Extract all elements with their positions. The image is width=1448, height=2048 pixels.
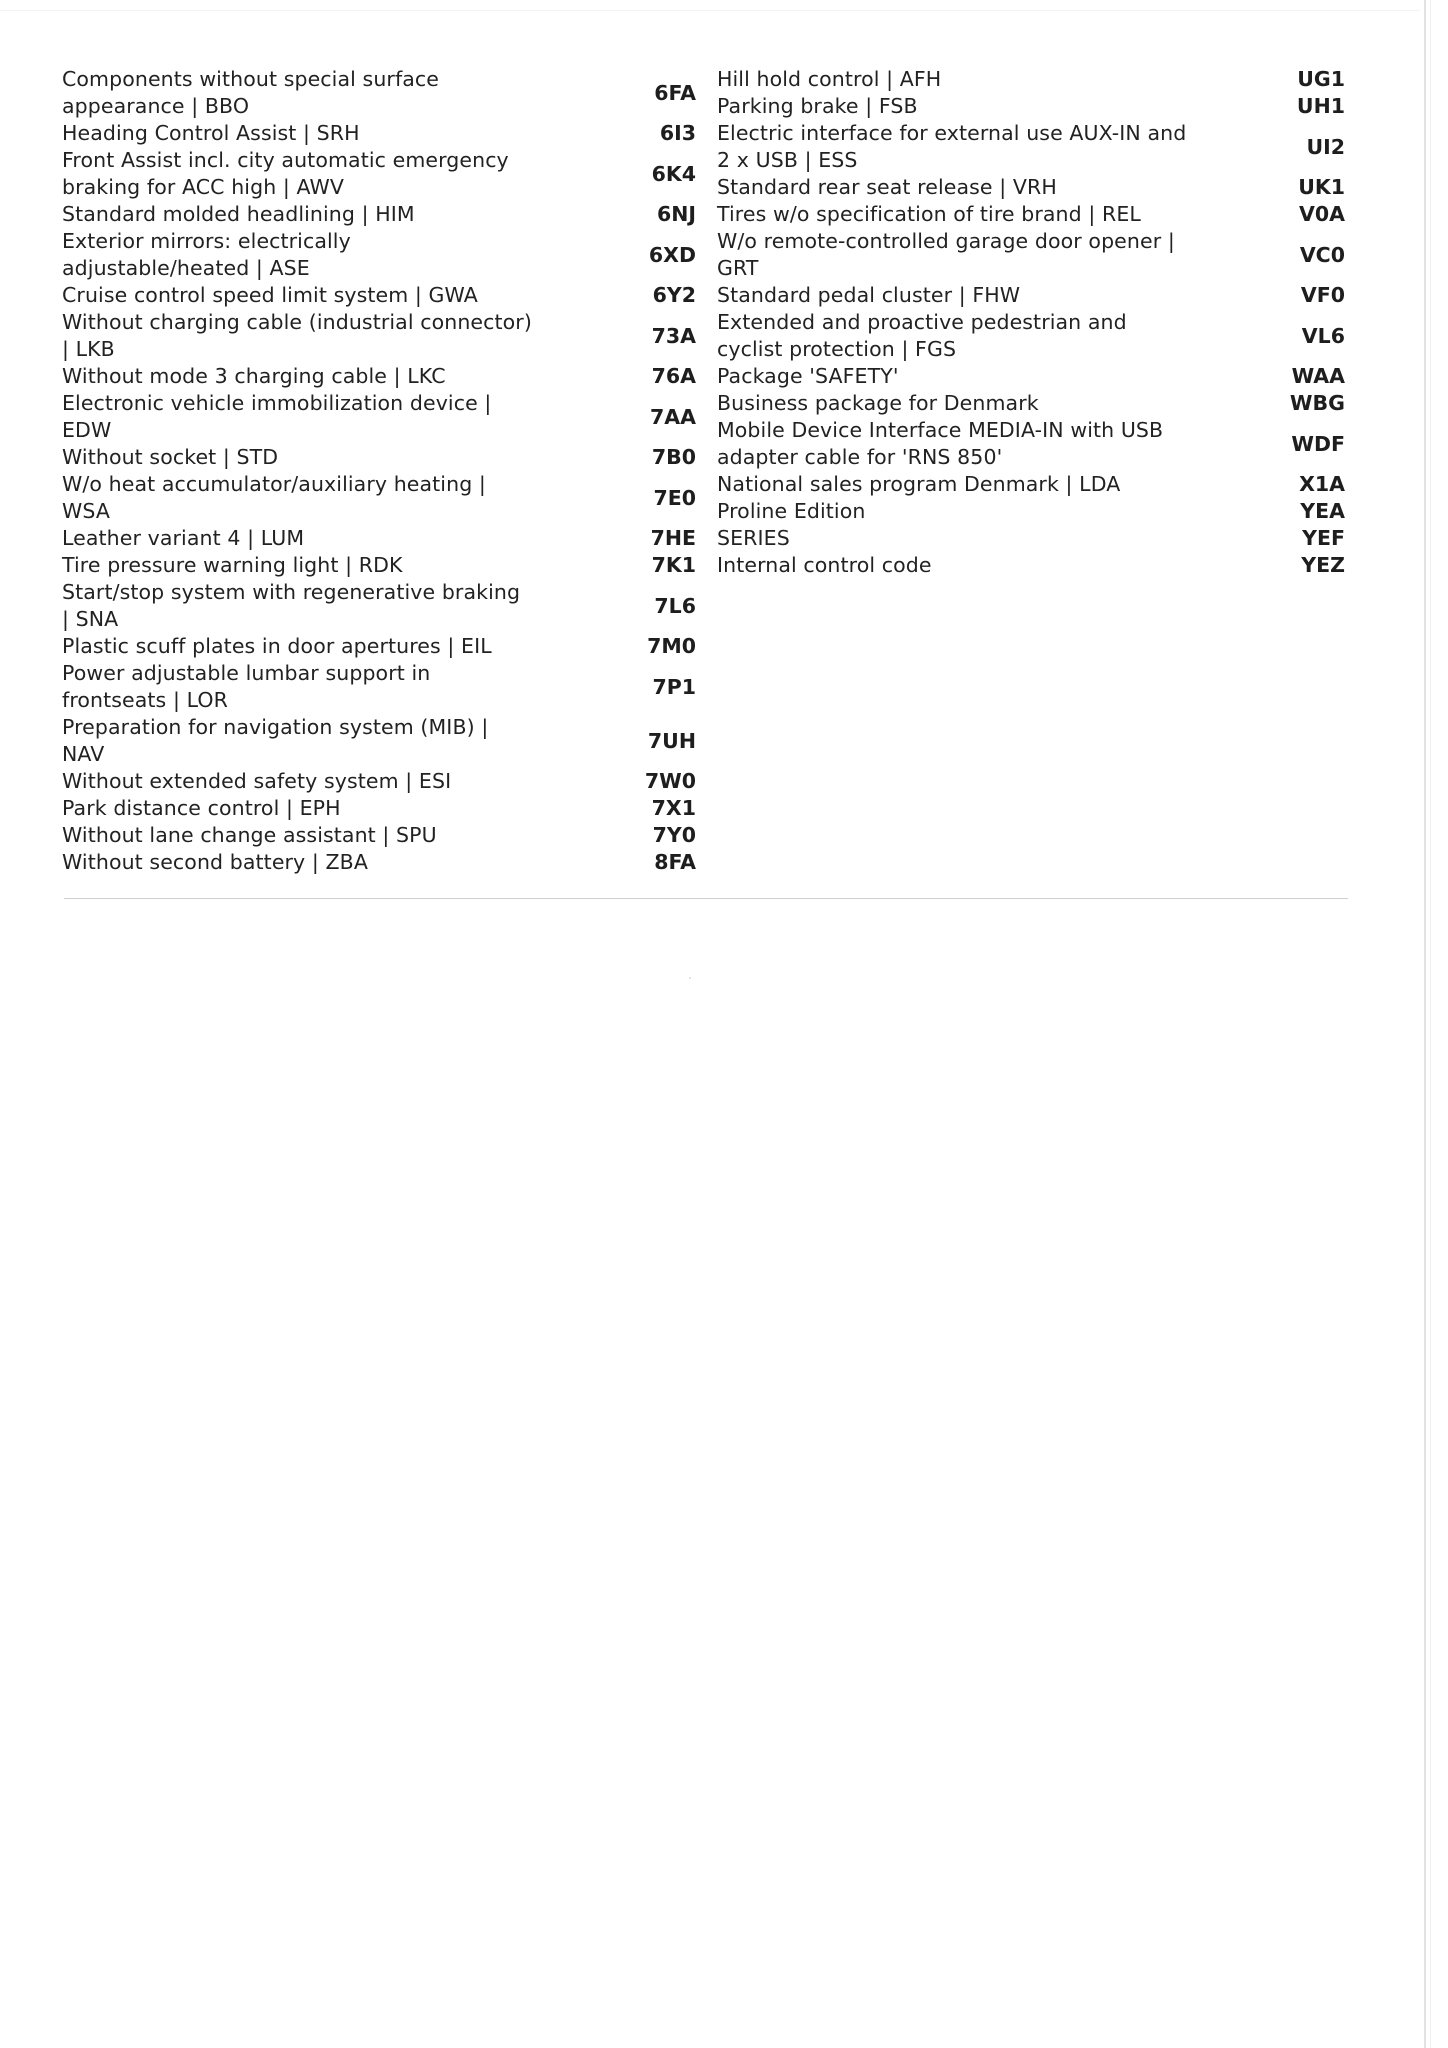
equipment-code: X1A xyxy=(1299,472,1345,496)
equipment-code: VL6 xyxy=(1301,323,1345,348)
equipment-code: 7AA xyxy=(650,404,696,429)
scan-edge-line-faint xyxy=(1430,0,1431,2048)
equipment-description: Tires w/o specification of tire brand | REL xyxy=(717,202,1141,226)
equipment-code: 7K1 xyxy=(651,553,696,577)
equipment-row xyxy=(717,228,1345,282)
equipment-row xyxy=(62,660,696,714)
equipment-description: Electric interface for external use AUX-IN and 2 x USB | ESS xyxy=(717,121,1187,172)
equipment-code: YEA xyxy=(1300,499,1345,523)
equipment-code: 6XD xyxy=(648,242,696,267)
equipment-code: UH1 xyxy=(1296,94,1345,118)
equipment-code: 7HE xyxy=(650,526,696,550)
equipment-description: Without second battery | ZBA xyxy=(62,850,368,874)
equipment-description: Hill hold control | AFH xyxy=(717,67,942,91)
equipment-code: YEZ xyxy=(1301,553,1345,577)
equipment-description: Preparation for navigation system (MIB) | NAV xyxy=(62,715,489,766)
equipment-list-left xyxy=(62,66,696,876)
equipment-list-right xyxy=(717,66,1345,579)
equipment-code: 8FA xyxy=(654,850,696,874)
equipment-description: Plastic scuff plates in door apertures | EIL xyxy=(62,634,492,658)
equipment-row xyxy=(62,282,696,309)
equipment-row xyxy=(62,363,696,390)
equipment-description: Heading Control Assist | SRH xyxy=(62,121,360,145)
equipment-row xyxy=(717,66,1345,93)
equipment-row xyxy=(717,120,1345,174)
equipment-description: Leather variant 4 | LUM xyxy=(62,526,305,550)
equipment-description: National sales program Denmark | LDA xyxy=(717,472,1121,496)
equipment-code: 7Y0 xyxy=(652,823,696,847)
equipment-description: Without charging cable (industrial connector) | LKB xyxy=(62,310,532,361)
equipment-row xyxy=(717,93,1345,120)
equipment-code: 73A xyxy=(651,323,696,348)
section-divider xyxy=(64,898,1348,899)
equipment-code: 7X1 xyxy=(651,796,696,820)
equipment-row xyxy=(62,768,696,795)
equipment-code: WDF xyxy=(1291,431,1345,456)
equipment-row xyxy=(62,822,696,849)
equipment-description: Proline Edition xyxy=(717,499,866,523)
equipment-description: W/o heat accumulator/auxiliary heating | WSA xyxy=(62,472,486,523)
scan-edge-line xyxy=(1424,0,1426,2048)
equipment-row xyxy=(62,552,696,579)
equipment-row xyxy=(62,633,696,660)
equipment-code: 6Y2 xyxy=(652,283,696,307)
equipment-code: WAA xyxy=(1291,364,1345,388)
equipment-description: Electronic vehicle immobilization device | EDW xyxy=(62,391,492,442)
equipment-row xyxy=(62,795,696,822)
equipment-row xyxy=(717,471,1345,498)
equipment-row xyxy=(62,201,696,228)
equipment-description: Front Assist incl. city automatic emergency braking for ACC high | AWV xyxy=(62,148,509,199)
equipment-code: 7P1 xyxy=(652,674,696,699)
equipment-description: Power adjustable lumbar support in frontseats | LOR xyxy=(62,661,431,712)
equipment-description: Standard pedal cluster | FHW xyxy=(717,283,1021,307)
equipment-description: Standard rear seat release | VRH xyxy=(717,175,1057,199)
equipment-code: 7UH xyxy=(647,728,696,753)
scan-speck xyxy=(689,977,691,979)
equipment-description: Business package for Denmark xyxy=(717,391,1039,415)
equipment-row xyxy=(62,66,696,120)
equipment-description: Tire pressure warning light | RDK xyxy=(62,553,403,577)
equipment-code: 6FA xyxy=(654,80,696,105)
equipment-row xyxy=(717,282,1345,309)
equipment-code: YEF xyxy=(1302,526,1345,550)
equipment-description: Extended and proactive pedestrian and cyclist protection | FGS xyxy=(717,310,1127,361)
equipment-row xyxy=(717,498,1345,525)
equipment-description: Start/stop system with regenerative braking | SNA xyxy=(62,580,521,631)
equipment-code: 7M0 xyxy=(647,634,696,658)
equipment-row xyxy=(717,525,1345,552)
equipment-code: UK1 xyxy=(1298,175,1345,199)
equipment-code: 6I3 xyxy=(659,121,696,145)
equipment-row xyxy=(717,363,1345,390)
equipment-description: Internal control code xyxy=(717,553,932,577)
equipment-row xyxy=(717,552,1345,579)
equipment-row xyxy=(62,309,696,363)
equipment-row xyxy=(62,471,696,525)
equipment-description: Mobile Device Interface MEDIA-IN with USB adapter cable for 'RNS 850' xyxy=(717,418,1164,469)
equipment-row xyxy=(62,444,696,471)
equipment-description: Exterior mirrors: electrically adjustable/heated | ASE xyxy=(62,229,351,280)
equipment-code: 7W0 xyxy=(644,769,696,793)
equipment-code: VC0 xyxy=(1299,242,1345,267)
equipment-row xyxy=(62,714,696,768)
equipment-description: Cruise control speed limit system | GWA xyxy=(62,283,478,307)
equipment-description: Without extended safety system | ESI xyxy=(62,769,452,793)
equipment-row xyxy=(62,147,696,201)
equipment-description: Parking brake | FSB xyxy=(717,94,918,118)
equipment-description: Components without special surface appearance | BBO xyxy=(62,67,440,118)
equipment-row xyxy=(62,120,696,147)
equipment-code: WBG xyxy=(1289,391,1345,415)
equipment-row xyxy=(717,174,1345,201)
equipment-row xyxy=(62,849,696,876)
equipment-description: Without socket | STD xyxy=(62,445,279,469)
equipment-code: UG1 xyxy=(1297,67,1345,91)
equipment-row xyxy=(717,201,1345,228)
equipment-description: SERIES xyxy=(717,526,790,550)
equipment-code: V0A xyxy=(1299,202,1345,226)
equipment-code: 76A xyxy=(651,364,696,388)
equipment-row xyxy=(717,309,1345,363)
equipment-row xyxy=(62,228,696,282)
equipment-code: 7L6 xyxy=(654,593,696,618)
equipment-row xyxy=(62,579,696,633)
equipment-code: 6K4 xyxy=(651,161,696,186)
equipment-row xyxy=(62,525,696,552)
equipment-description: W/o remote-controlled garage door opener | GRT xyxy=(717,229,1175,280)
equipment-row xyxy=(717,417,1345,471)
scan-top-line xyxy=(0,10,1420,11)
equipment-description: Park distance control | EPH xyxy=(62,796,341,820)
equipment-description: Without mode 3 charging cable | LKC xyxy=(62,364,446,388)
equipment-code: VF0 xyxy=(1300,283,1345,307)
equipment-description: Standard molded headlining | HIM xyxy=(62,202,415,226)
equipment-description: Package 'SAFETY' xyxy=(717,364,899,388)
equipment-code: 7E0 xyxy=(653,485,696,510)
equipment-code: 6NJ xyxy=(656,202,696,226)
equipment-row xyxy=(62,390,696,444)
equipment-row xyxy=(717,390,1345,417)
equipment-code: UI2 xyxy=(1306,134,1345,159)
equipment-description: Without lane change assistant | SPU xyxy=(62,823,437,847)
equipment-code: 7B0 xyxy=(651,445,696,469)
